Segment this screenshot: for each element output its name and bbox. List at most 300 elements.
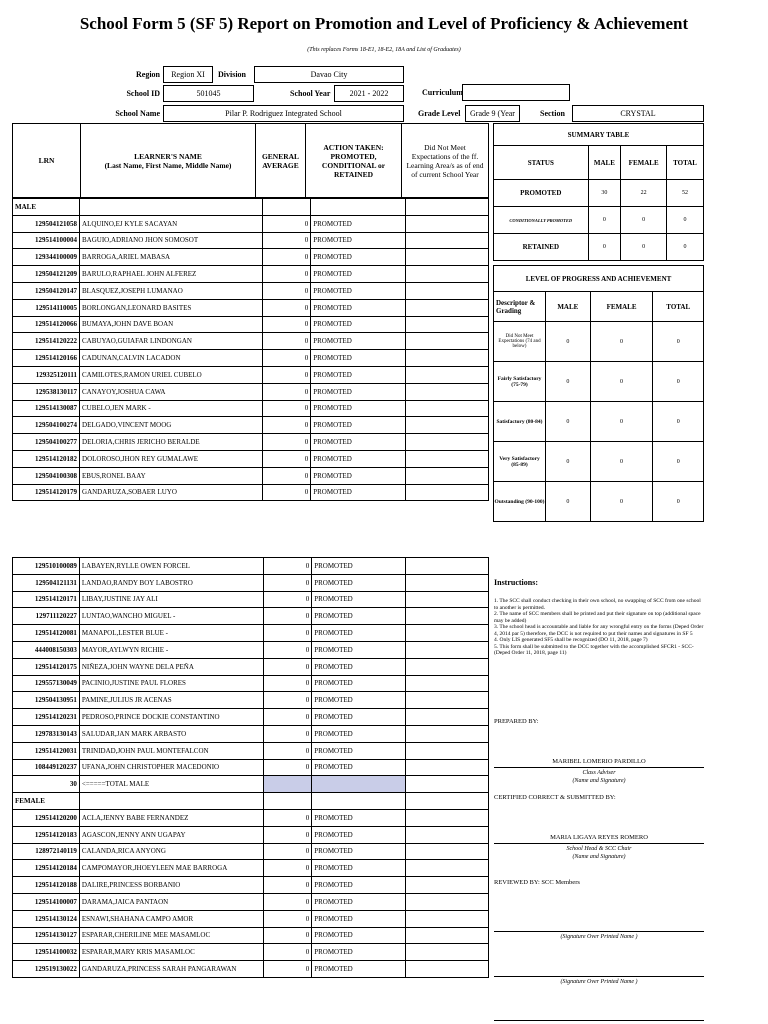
learner-general-average: 0 bbox=[264, 608, 312, 625]
learner-general-average: 0 bbox=[264, 944, 312, 961]
summary-male: 30 bbox=[588, 180, 621, 207]
learner-general-average: 0 bbox=[264, 692, 312, 709]
learner-general-average: 0 bbox=[263, 333, 311, 350]
learner-row bbox=[13, 742, 489, 759]
learner-row bbox=[13, 893, 489, 910]
progress-total: 0 bbox=[653, 322, 704, 362]
learner-row bbox=[13, 249, 489, 266]
summary-status: CONDITIONALLY PROMOTED bbox=[494, 207, 589, 234]
learner-dnm-cell bbox=[405, 232, 488, 249]
learner-name: CADUNAN,CALVIN LACADON bbox=[80, 350, 263, 367]
learner-lrn: 129557130049 bbox=[13, 675, 80, 692]
progress-row bbox=[494, 442, 704, 482]
learner-name: ACLA,JENNY BABE FERNANDEZ bbox=[79, 809, 264, 826]
learner-general-average: 0 bbox=[263, 434, 311, 451]
learner-name: PACINIO,JUSTINE PAUL FLORES bbox=[79, 675, 264, 692]
learner-general-average: 0 bbox=[263, 383, 311, 400]
learner-dnm-cell bbox=[406, 893, 489, 910]
progress-descriptor: Satisfactory (80-84) bbox=[494, 402, 546, 442]
learner-row bbox=[13, 675, 489, 692]
summary-table bbox=[493, 123, 704, 261]
summary-header-cell: TOTAL bbox=[667, 146, 704, 180]
division-value: Davao City bbox=[254, 66, 404, 83]
learner-general-average: 0 bbox=[264, 558, 312, 575]
progress-table bbox=[493, 265, 704, 522]
progress-total: 0 bbox=[653, 482, 704, 522]
learner-dnm-cell bbox=[406, 809, 489, 826]
learner-lrn: 129514120184 bbox=[13, 860, 80, 877]
progress-male: 0 bbox=[546, 322, 591, 362]
learner-lrn: 129538130117 bbox=[13, 383, 80, 400]
learner-name: NIÑEZA,JOHN WAYNE DELA PEÑA bbox=[79, 658, 264, 675]
head-role: School Head & SCC Chair bbox=[566, 846, 632, 852]
school-name-value: Pilar P. Rodriguez Integrated School bbox=[163, 105, 404, 122]
learner-general-average: 0 bbox=[264, 910, 312, 927]
progress-header-cell: Descriptor & Grading bbox=[494, 292, 546, 322]
learner-action-taken: PROMOTED bbox=[311, 383, 406, 400]
total-male-row bbox=[13, 776, 489, 793]
learner-general-average: 0 bbox=[264, 961, 312, 978]
summary-row bbox=[494, 207, 704, 234]
learner-action-taken: PROMOTED bbox=[312, 709, 406, 726]
region-value: Region XI bbox=[163, 66, 213, 83]
progress-row bbox=[494, 362, 704, 402]
learner-dnm-cell bbox=[406, 709, 489, 726]
adviser-line bbox=[494, 767, 704, 768]
summary-male: 0 bbox=[588, 234, 621, 261]
summary-total: 52 bbox=[667, 180, 704, 207]
learner-name: TRINIDAD,JOHN PAUL MONTEFALCON bbox=[79, 742, 264, 759]
learner-dnm-cell bbox=[406, 591, 489, 608]
learner-general-average: 0 bbox=[264, 826, 312, 843]
scc-signature-label-2: (Signature Over Printed Name ) bbox=[560, 979, 638, 985]
summary-total: 0 bbox=[667, 207, 704, 234]
learner-action-taken: PROMOTED bbox=[312, 742, 406, 759]
learner-name: ESNAWI,SHAHANA CAMPO AMOR bbox=[79, 910, 264, 927]
learner-row bbox=[13, 860, 489, 877]
learner-dnm-cell bbox=[406, 927, 489, 944]
learner-name: ESPARAR,CHERILINE MEE MASAMLOC bbox=[79, 927, 264, 944]
male-table-part2 bbox=[12, 557, 489, 978]
learner-action-taken: PROMOTED bbox=[311, 232, 406, 249]
learner-general-average: 0 bbox=[263, 299, 311, 316]
instructions-title: Instructions: bbox=[494, 578, 539, 587]
learner-name: CUBELO,JEN MARK - bbox=[80, 400, 263, 417]
learner-row bbox=[13, 591, 489, 608]
certified-label: CERTIFIED CORRECT & SUBMITTED BY: bbox=[494, 794, 616, 801]
learner-dnm-cell bbox=[405, 249, 488, 266]
learner-row bbox=[13, 709, 489, 726]
learner-lrn: 129514130124 bbox=[13, 910, 80, 927]
learner-row bbox=[13, 316, 489, 333]
learner-row bbox=[13, 333, 489, 350]
learner-action-taken: PROMOTED bbox=[312, 944, 406, 961]
learner-dnm-cell bbox=[406, 742, 489, 759]
learner-general-average: 0 bbox=[264, 591, 312, 608]
learner-dnm-cell bbox=[405, 333, 488, 350]
learner-general-average: 0 bbox=[263, 484, 311, 501]
learner-row bbox=[13, 467, 489, 484]
learner-dnm-cell bbox=[406, 675, 489, 692]
learner-action-taken: PROMOTED bbox=[312, 692, 406, 709]
learner-row bbox=[13, 232, 489, 249]
learner-name: PEDROSO,PRINCE DOCKIE CONSTANTINO bbox=[79, 709, 264, 726]
head-line bbox=[494, 843, 704, 844]
learner-general-average: 0 bbox=[263, 249, 311, 266]
learner-general-average: 0 bbox=[263, 400, 311, 417]
learner-dnm-cell bbox=[405, 450, 488, 467]
action-header: ACTION TAKEN: PROMOTED, CONDITIONAL or RETAINED bbox=[305, 123, 402, 198]
learner-lrn: 129325120111 bbox=[13, 366, 80, 383]
female-section-row bbox=[13, 793, 489, 810]
learner-name: DELGADO,VINCENT MOOG bbox=[80, 417, 263, 434]
learner-lrn: 129514120166 bbox=[13, 350, 80, 367]
learner-action-taken: PROMOTED bbox=[312, 910, 406, 927]
learner-dnm-cell bbox=[405, 484, 488, 501]
head-name: MARIA LIGAYA REYES ROMERO bbox=[550, 834, 648, 841]
learner-dnm-cell bbox=[405, 215, 488, 232]
school-id-label: School ID bbox=[126, 89, 160, 98]
learner-dnm-cell bbox=[406, 658, 489, 675]
learner-name: DALIRE,PRINCESS BORBANIO bbox=[79, 877, 264, 894]
learner-general-average: 0 bbox=[264, 725, 312, 742]
learner-lrn: 129514130127 bbox=[13, 927, 80, 944]
learner-row bbox=[13, 400, 489, 417]
scc-signature-line-2 bbox=[494, 976, 704, 977]
learner-action-taken: PROMOTED bbox=[311, 484, 406, 501]
learner-general-average: 0 bbox=[264, 893, 312, 910]
summary-total: 0 bbox=[667, 234, 704, 261]
learner-general-average: 0 bbox=[264, 641, 312, 658]
progress-descriptor: Fairly Satisfactory (75-79) bbox=[494, 362, 546, 402]
summary-title: SUMMARY TABLE bbox=[494, 124, 704, 146]
learner-action-taken: PROMOTED bbox=[312, 826, 406, 843]
learner-name: GANDARUZA,SOBAER LUYO bbox=[80, 484, 263, 501]
learner-general-average: 0 bbox=[263, 316, 311, 333]
section-label: Section bbox=[540, 109, 565, 118]
learner-lrn: 129514120171 bbox=[13, 591, 80, 608]
learner-row bbox=[13, 417, 489, 434]
learner-action-taken: PROMOTED bbox=[311, 215, 406, 232]
name-header-sub: (Last Name, First Name, Middle Name) bbox=[104, 160, 232, 170]
learner-lrn: 129504121209 bbox=[13, 266, 80, 283]
progress-female: 0 bbox=[590, 442, 653, 482]
learner-name: BUMAYA,JOHN DAVE BOAN bbox=[80, 316, 263, 333]
learner-row bbox=[13, 944, 489, 961]
school-id-value: 501045 bbox=[163, 85, 254, 102]
learner-lrn: 108449120237 bbox=[13, 759, 80, 776]
dnm-header: Did Not Meet Expectations of the ff. Learning Area/s as of end of current School Year bbox=[401, 123, 489, 198]
summary-status: RETAINED bbox=[494, 234, 589, 261]
learner-action-taken: PROMOTED bbox=[312, 591, 406, 608]
learner-action-taken: PROMOTED bbox=[312, 608, 406, 625]
learner-row bbox=[13, 366, 489, 383]
learner-lrn: 444008150303 bbox=[13, 641, 80, 658]
learner-dnm-cell bbox=[406, 608, 489, 625]
learner-row bbox=[13, 625, 489, 642]
learner-general-average: 0 bbox=[263, 282, 311, 299]
summary-male: 0 bbox=[588, 207, 621, 234]
progress-header-cell: FEMALE bbox=[590, 292, 653, 322]
adviser-name: MARIBEL LOMERIO PARDILLO bbox=[552, 758, 646, 765]
learner-row bbox=[13, 877, 489, 894]
grade-level-value: Grade 9 (Year bbox=[465, 105, 520, 122]
learner-lrn: 129514120182 bbox=[13, 450, 80, 467]
learner-name: DELORIA,CHRIS JERICHO BERALDE bbox=[80, 434, 263, 451]
learner-lrn: 129504121058 bbox=[13, 215, 80, 232]
learner-action-taken: PROMOTED bbox=[312, 893, 406, 910]
adviser-sub: (Name and Signature) bbox=[572, 778, 626, 784]
learner-action-taken: PROMOTED bbox=[311, 299, 406, 316]
summary-female: 0 bbox=[621, 207, 667, 234]
progress-female: 0 bbox=[590, 482, 653, 522]
learner-row bbox=[13, 608, 489, 625]
learner-lrn: 129514100032 bbox=[13, 944, 80, 961]
form-title: School Form 5 (SF 5) Report on Promotion and Level of Proficiency & Achievement bbox=[79, 14, 689, 33]
learner-general-average: 0 bbox=[264, 742, 312, 759]
learner-action-taken: PROMOTED bbox=[312, 725, 406, 742]
learner-name: BARROGA,ARIEL MABASA bbox=[80, 249, 263, 266]
instruction-item: 4. Only LIS generated SF5 shall be recognized (DO 11, 2018, page 7) bbox=[494, 637, 648, 643]
prepared-by-label: PREPARED BY: bbox=[494, 718, 539, 725]
progress-male: 0 bbox=[546, 402, 591, 442]
learner-lrn: 129510100089 bbox=[13, 558, 80, 575]
learner-row bbox=[13, 658, 489, 675]
learner-name: SALUDAR,JAN MARK ARBASTO bbox=[79, 725, 264, 742]
learner-dnm-cell bbox=[405, 400, 488, 417]
grade-level-label: Grade Level bbox=[418, 109, 461, 118]
progress-total: 0 bbox=[653, 442, 704, 482]
instruction-item: 1. The SCC shall conduct checking in their own school, no swapping of SCC from one school to another is permitted. bbox=[494, 598, 701, 611]
learner-name: CAMPOMAYOR,JHOEYLEEN MAE BARROGA bbox=[79, 860, 264, 877]
learner-lrn: 129783130143 bbox=[13, 725, 80, 742]
learner-row bbox=[13, 826, 489, 843]
learner-row bbox=[13, 299, 489, 316]
form-subtitle: (This replaces Forms 18-E1, 18-E2, 18A and List of Graduates) bbox=[307, 47, 461, 53]
learner-lrn: 129514130087 bbox=[13, 400, 80, 417]
region-label: Region bbox=[136, 70, 160, 79]
learner-row bbox=[13, 641, 489, 658]
learner-general-average: 0 bbox=[264, 843, 312, 860]
scc-signature-label-1: (Signature Over Printed Name ) bbox=[560, 934, 638, 940]
learner-name: LIBAY,JUSTINE JAY ALI bbox=[79, 591, 264, 608]
learner-dnm-cell bbox=[406, 860, 489, 877]
learner-dnm-cell bbox=[406, 725, 489, 742]
learner-lrn: 129504121131 bbox=[13, 574, 80, 591]
learner-action-taken: PROMOTED bbox=[312, 759, 406, 776]
learner-row bbox=[13, 450, 489, 467]
learner-dnm-cell bbox=[405, 266, 488, 283]
total-male-count: 30 bbox=[13, 776, 80, 793]
progress-row bbox=[494, 482, 704, 522]
instruction-item: 2. The name of SCC members shall be printed and put their signature on top (additional space may be added) bbox=[494, 611, 701, 624]
learner-name: CAMILOTES,RAMON URIEL CUBELO bbox=[80, 366, 263, 383]
learner-lrn: 129504100277 bbox=[13, 434, 80, 451]
learner-name: LABAYEN,RYLLE OWEN FORCEL bbox=[79, 558, 264, 575]
learner-row bbox=[13, 809, 489, 826]
progress-descriptor: Outstanding (90-100) bbox=[494, 482, 546, 522]
progress-row bbox=[494, 322, 704, 362]
progress-male: 0 bbox=[546, 482, 591, 522]
learner-dnm-cell bbox=[406, 826, 489, 843]
learner-lrn: 129514120175 bbox=[13, 658, 80, 675]
learner-general-average: 0 bbox=[264, 860, 312, 877]
learner-action-taken: PROMOTED bbox=[311, 400, 406, 417]
progress-title: LEVEL OF PROGRESS AND ACHIEVEMENT bbox=[494, 266, 704, 292]
female-label: FEMALE bbox=[13, 793, 80, 810]
learner-name: EBUS,RONEL BAAY bbox=[80, 467, 263, 484]
instruction-item: 3. The school head is accountable and liable for any wrongful entry on the forms (Deped Order 4, 2014 par 5) therefore, the DCC is not required to put their names and signatures in SF 5 bbox=[494, 624, 704, 637]
progress-row bbox=[494, 402, 704, 442]
summary-header-cell: STATUS bbox=[494, 146, 589, 180]
learner-general-average: 0 bbox=[264, 927, 312, 944]
learner-lrn: 129504120147 bbox=[13, 282, 80, 299]
instruction-item: 5. This form shall be submitted to the DCC together with the accomplished SFCR1 - SCC- (Deped Order 11, 2018, page 11) bbox=[494, 643, 694, 656]
learner-name: ALQUINO,EJ KYLE SACAYAN bbox=[80, 215, 263, 232]
learner-row bbox=[13, 843, 489, 860]
learner-dnm-cell bbox=[406, 692, 489, 709]
summary-header-cell: FEMALE bbox=[621, 146, 667, 180]
learner-lrn: 129514100007 bbox=[13, 893, 80, 910]
progress-total: 0 bbox=[653, 402, 704, 442]
learner-name: MANAPOL,LESTER BLUE - bbox=[79, 625, 264, 642]
learner-row bbox=[13, 282, 489, 299]
learner-dnm-cell bbox=[406, 961, 489, 978]
learner-action-taken: PROMOTED bbox=[311, 249, 406, 266]
learner-lrn: 129514100004 bbox=[13, 232, 80, 249]
learner-name: AGASCON,JENNY ANN UGAPAY bbox=[79, 826, 264, 843]
learner-name: BLASQUEZ,JOSEPH LUMANAO bbox=[80, 282, 263, 299]
learner-lrn: 129514120031 bbox=[13, 742, 80, 759]
learner-lrn: 129514110005 bbox=[13, 299, 80, 316]
instructions-list bbox=[494, 598, 704, 657]
learner-action-taken: PROMOTED bbox=[311, 467, 406, 484]
learner-action-taken: PROMOTED bbox=[312, 961, 406, 978]
learner-action-taken: PROMOTED bbox=[311, 333, 406, 350]
learner-lrn: 129514120179 bbox=[13, 484, 80, 501]
learner-action-taken: PROMOTED bbox=[312, 809, 406, 826]
learner-row bbox=[13, 961, 489, 978]
learner-lrn: 129504100308 bbox=[13, 467, 80, 484]
learner-row bbox=[13, 434, 489, 451]
learner-lrn: 129514120081 bbox=[13, 625, 80, 642]
learner-row bbox=[13, 692, 489, 709]
learner-lrn: 129504100274 bbox=[13, 417, 80, 434]
learner-action-taken: PROMOTED bbox=[311, 350, 406, 367]
school-year-value: 2021 - 2022 bbox=[334, 85, 404, 102]
learner-general-average: 0 bbox=[263, 450, 311, 467]
total-male-label: <=====TOTAL MALE bbox=[79, 776, 264, 793]
learner-action-taken: PROMOTED bbox=[312, 927, 406, 944]
learner-general-average: 0 bbox=[263, 266, 311, 283]
learner-name: UFANA,JOHN CHRISTOPHER MACEDONIO bbox=[79, 759, 264, 776]
scc-signature-line-1 bbox=[494, 931, 704, 932]
learner-action-taken: PROMOTED bbox=[312, 558, 406, 575]
summary-female: 0 bbox=[621, 234, 667, 261]
learner-lrn: 129711120227 bbox=[13, 608, 80, 625]
learner-name: ESPARAR,MARY KRIS MASAMLOC bbox=[79, 944, 264, 961]
learner-action-taken: PROMOTED bbox=[311, 450, 406, 467]
learner-general-average: 0 bbox=[264, 675, 312, 692]
learner-action-taken: PROMOTED bbox=[312, 860, 406, 877]
learner-dnm-cell bbox=[406, 574, 489, 591]
learner-dnm-cell bbox=[405, 434, 488, 451]
school-year-label: School Year bbox=[290, 89, 331, 98]
learner-action-taken: PROMOTED bbox=[312, 574, 406, 591]
learner-lrn: 128972140119 bbox=[13, 843, 80, 860]
learner-name: LUNTAO,WANCHO MIGUEL - bbox=[79, 608, 264, 625]
progress-header-cell: MALE bbox=[546, 292, 591, 322]
progress-female: 0 bbox=[590, 402, 653, 442]
learner-name: DARAMA,JAICA PANTAON bbox=[79, 893, 264, 910]
summary-female: 22 bbox=[621, 180, 667, 207]
curriculum-value bbox=[462, 84, 570, 101]
learner-lrn: 129514120200 bbox=[13, 809, 80, 826]
learner-dnm-cell bbox=[405, 366, 488, 383]
learner-row bbox=[13, 759, 489, 776]
progress-male: 0 bbox=[546, 442, 591, 482]
learner-lrn: 129344100009 bbox=[13, 249, 80, 266]
learner-general-average: 0 bbox=[264, 574, 312, 591]
learner-dnm-cell bbox=[405, 417, 488, 434]
reviewed-label: REVIEWED BY: SCC Members bbox=[494, 879, 580, 886]
learner-dnm-cell bbox=[406, 910, 489, 927]
summary-header-cell: MALE bbox=[588, 146, 621, 180]
learner-action-taken: PROMOTED bbox=[311, 316, 406, 333]
learner-general-average: 0 bbox=[263, 232, 311, 249]
learner-general-average: 0 bbox=[263, 366, 311, 383]
male-label: MALE bbox=[13, 199, 80, 216]
learner-dnm-cell bbox=[406, 944, 489, 961]
learner-action-taken: PROMOTED bbox=[312, 625, 406, 642]
learner-lrn: 129514120066 bbox=[13, 316, 80, 333]
learner-dnm-cell bbox=[405, 316, 488, 333]
learner-row bbox=[13, 383, 489, 400]
learner-lrn: 129514120222 bbox=[13, 333, 80, 350]
male-section-row bbox=[13, 199, 489, 216]
learner-name: CALANDA,RICA ANYONG bbox=[79, 843, 264, 860]
progress-female: 0 bbox=[590, 362, 653, 402]
learner-dnm-cell bbox=[405, 383, 488, 400]
head-sub: (Name and Signature) bbox=[572, 854, 626, 860]
learner-dnm-cell bbox=[405, 350, 488, 367]
learner-dnm-cell bbox=[406, 877, 489, 894]
learner-action-taken: PROMOTED bbox=[312, 641, 406, 658]
learner-name: MAYOR,AYLWYN RICHIE - bbox=[79, 641, 264, 658]
learner-lrn: 129519130022 bbox=[13, 961, 80, 978]
learner-row bbox=[13, 574, 489, 591]
learner-lrn: 129504130951 bbox=[13, 692, 80, 709]
learner-action-taken: PROMOTED bbox=[311, 417, 406, 434]
learner-action-taken: PROMOTED bbox=[311, 266, 406, 283]
division-label: Division bbox=[218, 70, 247, 79]
name-header bbox=[80, 123, 256, 198]
learner-action-taken: PROMOTED bbox=[312, 843, 406, 860]
learner-dnm-cell bbox=[406, 759, 489, 776]
learner-name: BARULO,RAPHAEL JOHN ALFEREZ bbox=[80, 266, 263, 283]
progress-male: 0 bbox=[546, 362, 591, 402]
learner-row bbox=[13, 910, 489, 927]
learner-name: LANDAO,RANDY BOY LABOSTRO bbox=[79, 574, 264, 591]
learner-name: BAGUIO,ADRIANO JHON SOMOSOT bbox=[80, 232, 263, 249]
school-name-label: School Name bbox=[115, 109, 160, 118]
learner-dnm-cell bbox=[405, 467, 488, 484]
learner-row bbox=[13, 725, 489, 742]
name-header-label: LEARNER'S NAME bbox=[134, 151, 202, 161]
learner-row bbox=[13, 350, 489, 367]
male-table-part1 bbox=[12, 198, 489, 501]
learner-action-taken: PROMOTED bbox=[311, 366, 406, 383]
